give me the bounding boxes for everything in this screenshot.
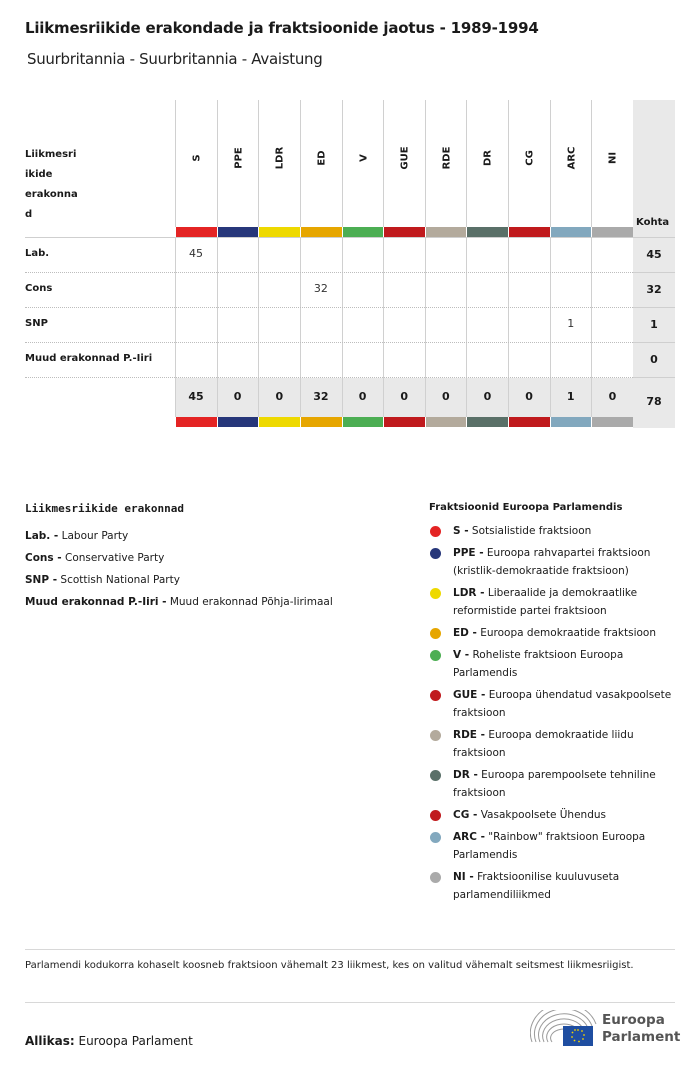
footnote: Parlamendi kodukorra kohaselt koosneb fraktsioon vähemalt 23 liikmest, kes on valitud vähemalt seitsmest liikmesriigist. bbox=[25, 960, 634, 971]
group-color-bar-v bbox=[343, 227, 384, 237]
party-name: Muud erakonnad Põhja-Iirimaal bbox=[169, 596, 333, 608]
group-name: Euroopa rahvapartei fraktsioon (kristlik-demokraatide fraktsioon) bbox=[453, 547, 651, 577]
party-legend-item bbox=[25, 525, 333, 547]
table-cell: 1 bbox=[567, 317, 575, 330]
group-color-bar-bottom-dr bbox=[467, 417, 508, 427]
grand-total-cell: 78 bbox=[633, 378, 675, 428]
group-color-bar-gue bbox=[384, 227, 425, 237]
group-color-bar-bottom-ldr bbox=[259, 417, 300, 427]
row-header-label bbox=[25, 145, 95, 225]
column-header-label: GUE bbox=[399, 146, 411, 170]
group-legend-item bbox=[429, 828, 679, 864]
group-legend-item bbox=[429, 522, 679, 540]
group-color-dot-icon bbox=[430, 770, 441, 781]
row-total-cell: 1 bbox=[633, 308, 675, 342]
group-color-bar-s bbox=[176, 227, 217, 237]
column-total-cell: 0 bbox=[358, 390, 367, 403]
column-total-cell: 0 bbox=[442, 390, 450, 403]
group-legend-item bbox=[429, 766, 679, 802]
logo-line2: Parlament bbox=[602, 1029, 681, 1045]
total-column-label: Kohta bbox=[636, 217, 670, 228]
row-header-line: d bbox=[25, 209, 33, 220]
row-label-party: Muud erakonnad P.-Iiri bbox=[25, 353, 153, 364]
row-divider bbox=[25, 307, 633, 308]
group-abbr: PPE - bbox=[453, 547, 484, 559]
column-header-ldr bbox=[258, 100, 301, 227]
column-header-gue bbox=[383, 100, 426, 227]
column-total-cell: 0 bbox=[400, 390, 409, 403]
group-abbr: LDR - bbox=[453, 587, 485, 599]
party-legend bbox=[25, 502, 333, 613]
group-legend-item bbox=[429, 544, 679, 580]
party-abbr: Lab. - bbox=[25, 530, 59, 542]
group-color-bar-bottom-ppe bbox=[218, 417, 259, 427]
group-abbr: GUE - bbox=[453, 689, 486, 701]
party-abbr: Cons - bbox=[25, 552, 62, 564]
group-legend-item bbox=[429, 726, 679, 762]
column-header-label: ARC bbox=[566, 146, 578, 170]
column-header-v bbox=[342, 100, 385, 227]
row-total-divider bbox=[633, 307, 675, 308]
source-line bbox=[25, 1034, 193, 1048]
group-legend-title: Fraktsioonid Euroopa Parlamendis bbox=[429, 502, 623, 513]
group-color-bar-ppe bbox=[218, 227, 259, 237]
party-name: Labour Party bbox=[61, 530, 129, 542]
party-legend-item bbox=[25, 569, 333, 591]
group-color-bar-cg bbox=[509, 227, 550, 237]
party-name: Scottish National Party bbox=[60, 574, 180, 586]
party-legend-item bbox=[25, 547, 333, 569]
party-name: Conservative Party bbox=[65, 552, 165, 564]
group-color-bar-bottom-s bbox=[176, 417, 217, 427]
group-abbr: NI - bbox=[453, 871, 474, 883]
group-abbr: RDE - bbox=[453, 729, 485, 741]
group-abbr: CG - bbox=[453, 809, 478, 821]
column-header-label: CG bbox=[524, 150, 536, 166]
column-header-s bbox=[175, 100, 218, 227]
row-label-party: SNP bbox=[25, 318, 48, 329]
group-name: Vasakpoolsete Ühendus bbox=[480, 809, 606, 821]
ep-logo bbox=[530, 1010, 680, 1050]
group-color-bar-bottom-rde bbox=[426, 417, 467, 427]
column-total-cell: 0 bbox=[608, 390, 617, 403]
row-divider bbox=[25, 377, 633, 378]
column-header-arc bbox=[550, 100, 593, 227]
column-header-rde bbox=[425, 100, 468, 227]
row-header-line: ikide bbox=[25, 169, 53, 180]
group-color-dot-icon bbox=[430, 548, 441, 559]
column-header-label: V bbox=[358, 154, 370, 162]
row-divider bbox=[25, 272, 633, 273]
column-total-cell: 1 bbox=[566, 390, 575, 403]
group-legend-item bbox=[429, 806, 679, 824]
party-legend-title: Liikmesriikide erakonnad bbox=[25, 502, 184, 515]
column-total-cell: 0 bbox=[233, 390, 242, 403]
header-bottom-line bbox=[25, 237, 675, 238]
row-header-line: erakonna bbox=[25, 189, 78, 200]
group-color-bar-ni bbox=[592, 227, 633, 237]
page-title: Liikmesriikide erakondade ja fraktsioonide jaotus - 1989-1994 bbox=[25, 19, 539, 37]
column-header-dr bbox=[466, 100, 509, 227]
row-total-divider bbox=[633, 272, 675, 273]
group-abbr: ED - bbox=[453, 627, 477, 639]
column-header-ppe bbox=[217, 100, 260, 227]
group-legend-item bbox=[429, 624, 679, 642]
column-total-cell: 45 bbox=[188, 390, 204, 403]
row-total-divider bbox=[633, 342, 675, 343]
row-label-party: Cons bbox=[25, 283, 53, 294]
group-color-bar-bottom-ed bbox=[301, 417, 342, 427]
row-total-cell: 0 bbox=[633, 343, 675, 377]
group-color-bar-dr bbox=[467, 227, 508, 237]
group-color-dot-icon bbox=[430, 526, 441, 537]
row-total-cell: 32 bbox=[633, 273, 675, 307]
row-total-cell: 45 bbox=[633, 238, 675, 272]
group-legend-item bbox=[429, 584, 679, 620]
divider bbox=[25, 949, 675, 950]
group-name: Euroopa demokraatide liidu fraktsioon bbox=[453, 729, 634, 759]
group-legend-item bbox=[429, 646, 679, 682]
table-cell: 32 bbox=[313, 282, 328, 295]
group-name: Euroopa parempoolsete tehniline fraktsioon bbox=[453, 769, 656, 799]
group-name: Liberaalide ja demokraatlike reformistide partei fraktsioon bbox=[453, 587, 638, 617]
column-header-label: S bbox=[191, 154, 203, 162]
group-color-bar-ed bbox=[301, 227, 342, 237]
group-color-dot-icon bbox=[430, 650, 441, 661]
column-header-label: ED bbox=[316, 150, 328, 166]
distribution-table bbox=[0, 0, 700, 440]
group-name: Euroopa ühendatud vasakpoolsete fraktsioon bbox=[453, 689, 672, 719]
group-color-bar-bottom-arc bbox=[551, 417, 592, 427]
divider bbox=[25, 1002, 675, 1003]
group-color-dot-icon bbox=[430, 872, 441, 883]
row-label-party: Lab. bbox=[25, 248, 50, 259]
party-legend-item bbox=[25, 591, 333, 613]
group-color-bar-bottom-ni bbox=[592, 417, 633, 427]
group-legend-item bbox=[429, 686, 679, 722]
group-color-bar-bottom-cg bbox=[509, 417, 550, 427]
total-column-header bbox=[633, 100, 675, 237]
group-color-dot-icon bbox=[430, 588, 441, 599]
logo-line1: Euroopa bbox=[602, 1012, 665, 1028]
column-header-label: DR bbox=[482, 149, 494, 167]
group-name: Fraktsioonilise kuuluvuseta parlamendiliikmed bbox=[453, 871, 620, 901]
party-abbr: Muud erakonnad P.-Iiri - bbox=[25, 596, 167, 608]
column-total-cell: 0 bbox=[275, 390, 284, 403]
party-abbr: SNP - bbox=[25, 574, 58, 586]
group-legend bbox=[429, 502, 679, 908]
group-name: "Rainbow" fraktsioon Euroopa Parlamendis bbox=[453, 831, 646, 861]
column-header-label: PPE bbox=[233, 147, 245, 169]
group-abbr: S - bbox=[453, 525, 469, 537]
group-color-dot-icon bbox=[430, 810, 441, 821]
group-legend-item bbox=[429, 868, 679, 904]
group-color-bar-bottom-v bbox=[343, 417, 384, 427]
group-name: Euroopa demokraatide fraktsioon bbox=[480, 627, 656, 639]
group-color-bar-arc bbox=[551, 227, 592, 237]
group-abbr: V - bbox=[453, 649, 470, 661]
table-cell: 45 bbox=[189, 247, 203, 260]
group-name: Sotsialistide fraktsioon bbox=[471, 525, 592, 537]
source-value: Euroopa Parlament bbox=[78, 1034, 193, 1048]
column-header-label: LDR bbox=[274, 146, 286, 170]
column-total-cell: 0 bbox=[483, 390, 492, 403]
group-color-bar-rde bbox=[426, 227, 467, 237]
group-name: Roheliste fraktsioon Euroopa Parlamendis bbox=[453, 649, 624, 679]
group-color-dot-icon bbox=[430, 730, 441, 741]
row-divider bbox=[25, 342, 633, 343]
group-abbr: DR - bbox=[453, 769, 478, 781]
group-color-dot-icon bbox=[430, 832, 441, 843]
group-color-bar-bottom-gue bbox=[384, 417, 425, 427]
column-header-ed bbox=[300, 100, 343, 227]
hemicycle-icon bbox=[530, 1010, 600, 1050]
column-header-cg bbox=[508, 100, 551, 227]
column-header-label: RDE bbox=[441, 146, 453, 170]
column-total-cell: 32 bbox=[313, 390, 329, 403]
group-color-dot-icon bbox=[430, 690, 441, 701]
source-label: Allikas: bbox=[25, 1034, 75, 1048]
page-subtitle: Suurbritannia - Suurbritannia - Avaistung bbox=[27, 50, 323, 68]
column-header-label: NI bbox=[607, 151, 619, 165]
column-total-cell: 0 bbox=[525, 390, 533, 403]
column-header-ni bbox=[591, 100, 634, 227]
eu-flag-icon bbox=[563, 1026, 593, 1046]
group-abbr: ARC - bbox=[453, 831, 485, 843]
row-header-line: Liikmesri bbox=[25, 149, 77, 160]
group-color-dot-icon bbox=[430, 628, 441, 639]
group-color-bar-ldr bbox=[259, 227, 300, 237]
